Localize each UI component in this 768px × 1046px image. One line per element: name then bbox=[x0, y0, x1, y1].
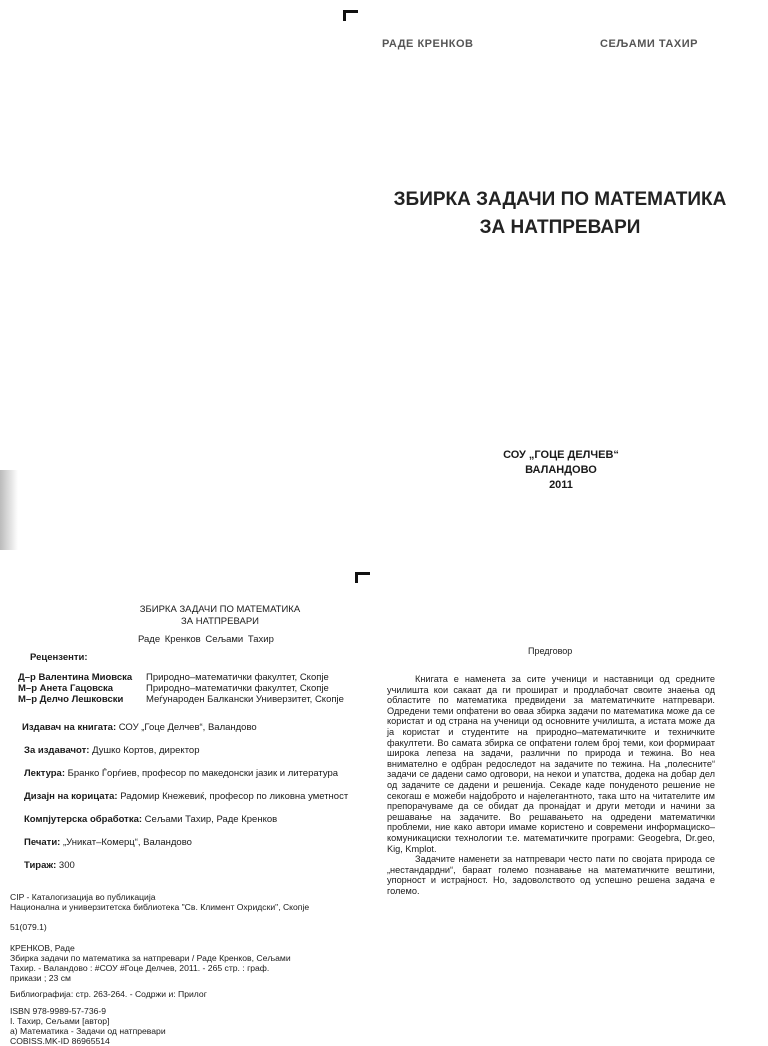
imprint-title bbox=[100, 604, 340, 628]
print-row bbox=[24, 837, 192, 848]
cover-publisher-block bbox=[436, 448, 686, 493]
registration-mark bbox=[343, 10, 358, 21]
cip-line: прикази ; 23 см bbox=[10, 973, 71, 984]
cover-design-label: Дизајн на корицата: bbox=[24, 791, 118, 802]
reviewer-affiliation: Меѓународен Балкански Универзитет, Скопје bbox=[146, 694, 344, 705]
publisher-label: Издавач на книгата: bbox=[22, 722, 117, 733]
computer-label: Компјутерска обработка: bbox=[24, 814, 143, 825]
print-label: Печати: bbox=[24, 837, 61, 848]
reviewer-row bbox=[18, 694, 344, 705]
imprint-title-line2: ЗА НАТПРЕВАРИ bbox=[181, 616, 259, 627]
computer-value: Сељами Тахир, Раде Кренков bbox=[144, 814, 278, 825]
cover-publisher: СОУ „ГОЦЕ ДЕЛЧЕВ“ bbox=[503, 449, 619, 461]
reviewer-name: М–р Делчо Лешковски bbox=[18, 694, 124, 705]
for-publisher-value: Душко Кортов, директор bbox=[92, 745, 200, 756]
reviewer-name: Д–р Валентина Миовска bbox=[18, 672, 133, 683]
cip-line: а) Математика - Задачи од натпревари bbox=[10, 1026, 166, 1037]
reviewer-name: М–р Анета Гацовска bbox=[18, 683, 114, 694]
publisher-row bbox=[22, 722, 257, 733]
cip-line: Национална и универзитетска библиотека "Св. Климент Охридски", Скопје bbox=[10, 902, 310, 913]
lectura-row bbox=[24, 768, 338, 779]
reviewer-affiliation: Природно–математички факултет, Скопје bbox=[146, 672, 329, 683]
cip-line: ISBN 978-9989-57-736-9 bbox=[10, 1005, 107, 1016]
cip-line bbox=[10, 933, 350, 943]
cover-title bbox=[360, 186, 760, 242]
cover-title-line2: ЗА НАТПРЕВАРИ bbox=[479, 217, 641, 238]
cip-line: КРЕНКОВ, Раде bbox=[10, 942, 75, 953]
reviewer-affiliation: Природно–математички факултет, Скопје bbox=[146, 683, 329, 694]
cover-author-left: РАДЕ КРЕНКОВ bbox=[382, 38, 474, 50]
tirazh-value: 300 bbox=[58, 860, 75, 871]
imprint-title-line1: ЗБИРКА ЗАДАЧИ ПО МАТЕМАТИКА bbox=[139, 604, 301, 615]
cip-line: Збирка задачи по математика за натпревари / Раде Кренков, Сељами bbox=[10, 952, 291, 963]
cip-line: Тахир. - Валандово : #СОУ #Гоце Делчев, 2011. - 265 стр. : граф. bbox=[10, 963, 270, 974]
cip-line: I. Тахир, Сељами [автор] bbox=[10, 1015, 110, 1026]
registration-mark bbox=[355, 572, 370, 583]
print-value: „Уникат–Комерц“, Валандово bbox=[62, 837, 192, 848]
cip-line: COBISS.MK-ID 86965514 bbox=[10, 1036, 110, 1046]
page-fold-shadow bbox=[0, 470, 18, 550]
imprint-authors: Раде Кренков Сељами Тахир bbox=[138, 634, 274, 645]
tirazh-row bbox=[24, 860, 75, 871]
reviewer-row bbox=[18, 672, 329, 683]
lectura-value: Бранко Ѓорѓиев, професор по македонски јазик и литература bbox=[67, 768, 339, 779]
computer-row bbox=[24, 814, 277, 825]
cip-line: 51(079.1) bbox=[10, 922, 47, 933]
cover-design-value: Радомир Кнежевиќ, професор по ликовна уметност bbox=[120, 791, 349, 802]
reviewers-label: Рецензенти: bbox=[30, 652, 88, 663]
cover-design-row bbox=[24, 791, 348, 802]
cover-author-right: СЕЉАМИ ТАХИР bbox=[600, 38, 698, 50]
preface-paragraph: Книгата е наменета за сите ученици и наставници од средните училишта кои сакаат да ги прошират и продлабочат своите знаења од областите по математика предвидени за математичките натпревари. Одредени теми опфатени во оваа збирка задачи по математика може да се користат и од страна на ученици од основните училишта, а истата може да ја користат и студентите на природно–математичките и техничките факултети. Во самата збирка се опфатени голем број теми, кои формираат широка лепеза на задачи, различни по природа и тежина. Во неа внимателно е одбран редоследот на задачите по тежина. На „полесните“ задачи се дадени само одговори, на некои и упатства, додека на добар дел од задачите се дадени и решенија. Секаде каде понуденото решение не секогаш е можеби најдоброто и најелегантното, така што на читателите им препорачуваме да се обидат да пронајдат и други методи и начини за решавање на задачите. Во решавањето на одредени математички проблеми, ние како автори имаме користено и современи информациско–комуникациски технологии т.е. математичките програми: Geogebra, Dr.geo, Kig, Kmplot. bbox=[387, 674, 715, 854]
preface-body bbox=[387, 674, 715, 896]
for-publisher-label: За издавачот: bbox=[24, 745, 90, 756]
reviewer-row bbox=[18, 683, 329, 694]
cip-record bbox=[10, 892, 350, 1046]
tirazh-label: Тираж: bbox=[24, 860, 57, 871]
publisher-value: СОУ „Гоце Делчев“, Валандово bbox=[118, 722, 257, 733]
cip-line bbox=[10, 912, 350, 922]
cover-city: ВАЛАНДОВО bbox=[525, 464, 597, 476]
cip-line: CIP - Каталогизација во публикација bbox=[10, 892, 156, 902]
cip-line: Библиографија: стр. 263-264. - Содржи и: Прилог bbox=[10, 989, 207, 1000]
preface-paragraph: Задачите наменети за натпревари често пати по својата природа се „нестандардни“, бараат големо познавање на математичките вештини, упорност и истрајност. Но, задоволството од успешно решена задача е големо. bbox=[387, 854, 715, 896]
lectura-label: Лектура: bbox=[24, 768, 66, 779]
for-publisher-row bbox=[24, 745, 200, 756]
preface-title: Предговор bbox=[528, 646, 573, 656]
cover-year: 2011 bbox=[549, 479, 573, 491]
cover-title-line1: ЗБИРКА ЗАДАЧИ ПО МАТЕМАТИКА bbox=[393, 189, 727, 210]
